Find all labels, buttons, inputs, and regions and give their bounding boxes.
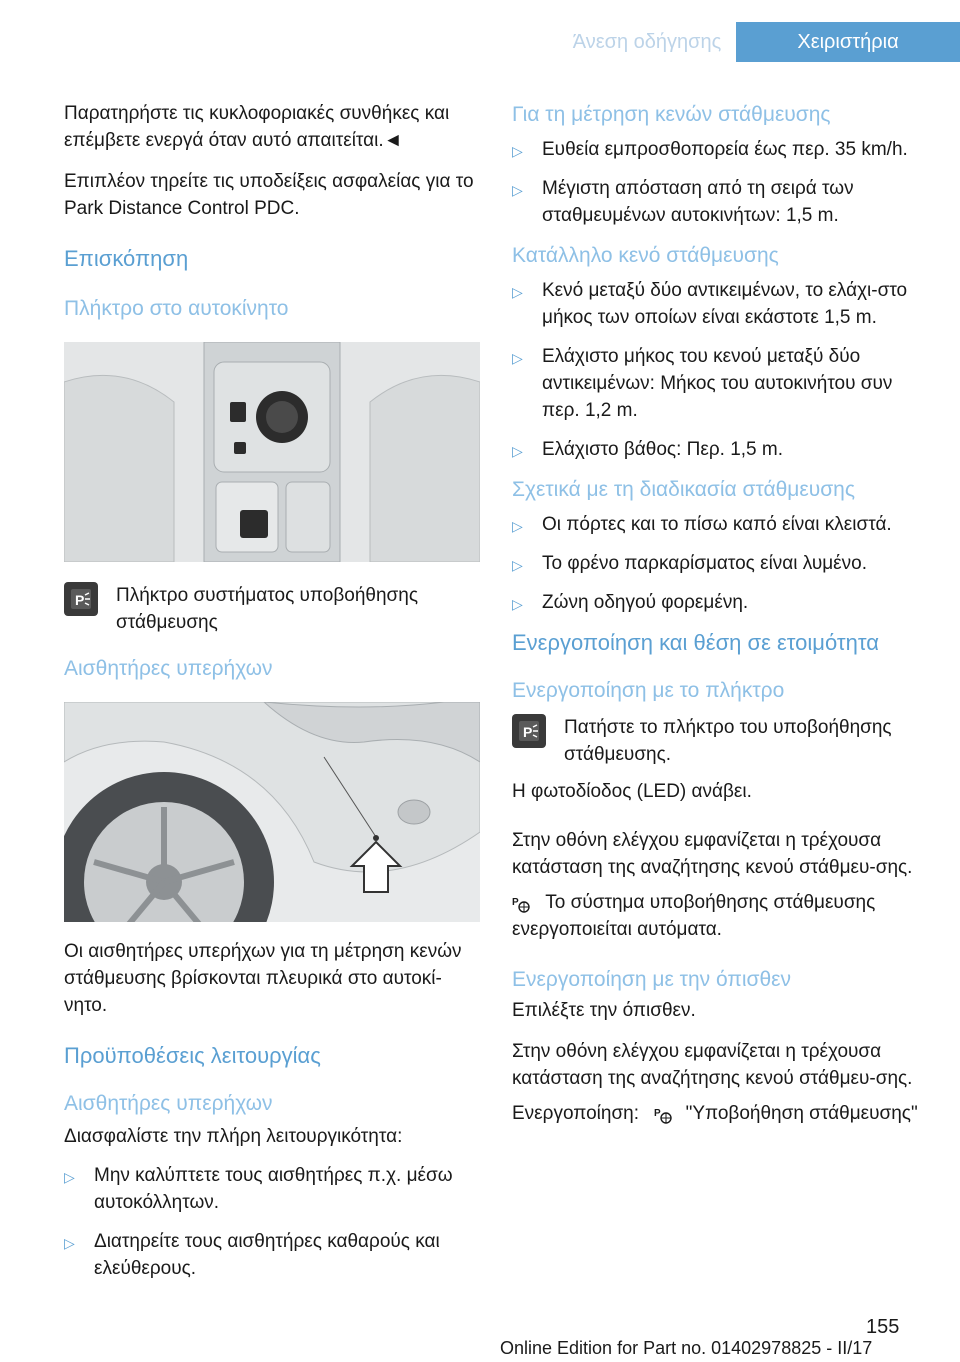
parking-assistant-symbol-icon <box>512 894 532 912</box>
header-section-label: Άνεση οδήγησης <box>572 30 722 53</box>
button-caption-row <box>64 582 484 636</box>
heading-activation-button: Ενεργοποίηση με το πλήκτρο <box>512 679 785 702</box>
sensor-location-illustration <box>64 702 480 922</box>
bullet-icon: ▷ <box>512 518 523 534</box>
page-header <box>0 0 960 62</box>
display-status-text-2: Στην οθόνη ελέγχου εμφανίζεται η τρέχουσα κατάσταση της αναζήτησης κενού στάθμευ-σης. <box>512 1041 913 1089</box>
bullet-icon: ▷ <box>512 557 523 573</box>
left-column <box>64 100 484 1294</box>
center-console-illustration <box>64 342 480 562</box>
header-chapter-tab: Χειριστήρια <box>736 22 960 62</box>
heading-activation-reverse: Ενεργοποίηση με την όπισθεν <box>512 968 792 991</box>
edition-footer: Online Edition for Part no. 01402978825 - II/17 <box>500 1338 873 1358</box>
suitable-space-list <box>512 277 932 463</box>
bullet-icon: ▷ <box>64 1235 75 1251</box>
heading-button-in-car: Πλήκτρο στο αυτοκίνητο <box>64 297 289 320</box>
list-item: ▷ Ελάχιστο βάθος: Περ. 1,5 m. <box>512 436 932 463</box>
list-item: ▷ Διατηρείτε τους αισθητήρες καθαρούς και ελεύθερους. <box>64 1231 440 1279</box>
list-item: ▷ Ελάχιστο μήκος του κενού μεταξύ δύο αντικειμένων: Μήκος του αυτοκινήτου συν περ. 1,2 m. <box>512 346 893 421</box>
heading-measuring: Για τη μέτρηση κενών στάθμευσης <box>512 103 831 126</box>
bullet-icon: ▷ <box>512 143 523 159</box>
parking-assistant-button-icon <box>512 714 546 748</box>
bullet-icon: ▷ <box>512 443 523 459</box>
heading-ultrasonic-sensors: Αισθητήρες υπερήχων <box>64 657 273 680</box>
button-caption: Πλήκτρο συστήματος υποβοήθησης στάθμευσης <box>116 585 418 633</box>
sensor-care-list <box>64 1162 484 1282</box>
bullet-icon: ▷ <box>512 350 523 366</box>
list-item: ▷ Μέγιστη απόσταση από τη σειρά των σταθμευμένων αυτοκινήτων: 1,5 m. <box>512 178 854 226</box>
pdc-note: Επιπλέον τηρείτε τις υποδείξεις ασφαλείας για το Park Distance Control PDC. <box>64 171 474 219</box>
svg-text:P: P <box>75 592 85 608</box>
activation-path-text: Ενεργοποίηση: P "Υποβοήθηση στάθμευσης" <box>512 1103 918 1124</box>
bullet-icon: ▷ <box>512 182 523 198</box>
heading-parking-process: Σχετικά με τη διαδικασία στάθμευσης <box>512 478 855 501</box>
list-item: ▷ Ευθεία εμπροσθοπορεία έως περ. 35 km/h. <box>512 136 932 163</box>
parking-assistant-button-icon <box>64 582 98 616</box>
list-item: ▷ Μην καλύπτετε τους αισθητήρες π.χ. μέσω αυτοκόλλητων. <box>64 1165 453 1213</box>
select-reverse-text: Επιλέξτε την όπισθεν. <box>512 1000 696 1021</box>
heading-suitable-space: Κατάλληλο κενό στάθμευσης <box>512 244 779 267</box>
auto-activated-text: P Το σύστημα υποβοήθησης στάθμευσης ενεργοποιείται αυτόματα. <box>512 892 876 940</box>
measuring-list <box>512 136 932 229</box>
heading-ultrasonic-sensors-2: Αισθητήρες υπερήχων <box>64 1092 273 1115</box>
list-item: ▷ Ζώνη οδηγού φορεμένη. <box>512 589 932 616</box>
center-console-photo <box>64 342 480 562</box>
traffic-note: Παρατηρήστε τις κυκλοφοριακές συνθήκες και επέμβετε ενεργά όταν αυτό απαιτείται.◄ <box>64 103 450 151</box>
list-item: ▷ Κενό μεταξύ δύο αντικειμένων, το ελάχι-στο μήκος των οποίων είναι εκάστοτε 1,5 m. <box>512 280 908 328</box>
led-text: Η φωτοδίοδος (LED) ανάβει. <box>512 781 752 802</box>
press-button-row <box>512 714 932 768</box>
parking-assistant-symbol-icon <box>654 1105 674 1123</box>
bullet-icon: ▷ <box>512 284 523 300</box>
heading-prerequisites: Προϋποθέσεις λειτουργίας <box>64 1043 321 1068</box>
svg-text:P: P <box>512 896 519 908</box>
bullet-icon: ▷ <box>512 596 523 612</box>
press-button-text: Πατήστε το πλήκτρο του υποβοήθησης στάθμευσης. <box>564 717 892 765</box>
front-wheel-photo <box>64 702 480 922</box>
list-item: ▷ Οι πόρτες και το πίσω καπό είναι κλειστά. <box>512 511 932 538</box>
bullet-icon: ▷ <box>64 1169 75 1185</box>
display-status-text: Στην οθόνη ελέγχου εμφανίζεται η τρέχουσα κατάσταση της αναζήτησης κενού στάθμευ-σης. <box>512 830 913 878</box>
sensors-location-text: Οι αισθητήρες υπερήχων για τη μέτρηση κενών στάθμευσης βρίσκονται πλευρικά στο αυτοκί-νητο. <box>64 941 462 1016</box>
svg-text:P: P <box>523 724 533 740</box>
right-column <box>512 100 932 1127</box>
svg-text:P: P <box>654 1107 661 1119</box>
heading-activation: Ενεργοποίηση και θέση σε ετοιμότητα <box>512 630 879 655</box>
heading-overview: Επισκόπηση <box>64 246 189 271</box>
list-item: ▷ Το φρένο παρκαρίσματος είναι λυμένο. <box>512 550 932 577</box>
ensure-functionality-text: Διασφαλίστε την πλήρη λειτουργικότητα: <box>64 1126 403 1147</box>
parking-process-list <box>512 511 932 616</box>
page-number: 155 <box>866 1316 900 1338</box>
